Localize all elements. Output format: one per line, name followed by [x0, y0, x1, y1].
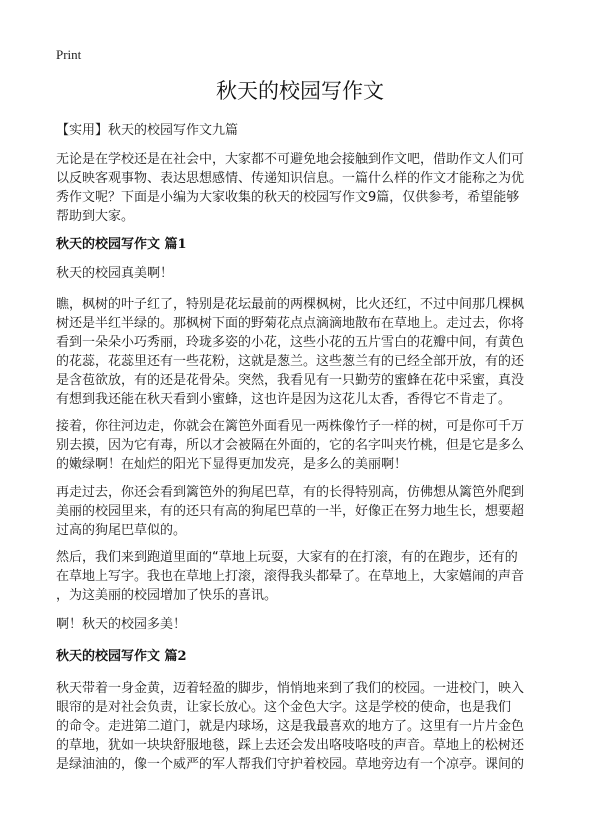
text-line: 眼帘的是对社会负责，让家长放心。这个金色大字。这是学校的使命，也是我们: [56, 700, 512, 715]
text-line: 然后，我们来到跑道里面的“草地上玩耍，大家有的在打滚，有的在跑步，还有的: [56, 550, 518, 565]
paragraph: [56, 264, 548, 283]
text-line: 无论是在学校还是在社会中，大家都不可避免地会接触到作文吧，借助作文人们可: [56, 152, 525, 167]
text-line: 过高的狗尾巴草似的。: [56, 523, 187, 538]
text-line: 的花蕊，花蕊里还有一些花粉，这就是葱兰。这些葱兰有的已经全部开放，有的还: [56, 354, 525, 369]
text-line: 树还是半红半绿的。那枫树下面的野菊花点点滴滴地散布在草地上。走过去，你将: [56, 316, 525, 331]
text-line: 别去摸，因为它有毒，所以才会被隔在外面的，它的名字叫夹竹桃，但是它是多么: [56, 438, 525, 453]
text-line: 在草地上写字。我也在草地上打滚，滚得我头都晕了。在草地上，大家嬉闹的声音: [56, 569, 525, 584]
text-line: 的嫩绿啊！在灿烂的阳光下显得更加发亮，是多么的美丽啊！: [56, 457, 408, 472]
text-line: 秋天带着一身金黄，迈着轻盈的脚步，悄悄地来到了我们的校园。一进校门，映入: [56, 681, 525, 696]
text-line: 帮助到大家。: [56, 209, 135, 224]
text-line: 瞧，枫树的叶子红了，特别是花坛最前的两棵枫树，比火还红，不过中间那几棵枫: [56, 297, 525, 312]
paragraph: [56, 483, 548, 540]
print-link[interactable]: Print: [56, 47, 82, 62]
text-line: ，为这美丽的校园增加了快乐的喜讯。: [56, 588, 278, 603]
text-line: 的命令。走进第二道门，就是内球场，这是我最喜欢的地方了。这里有一片片金色: [56, 719, 525, 734]
text-line: 的草地，犹如一块块舒服地毯，踩上去还会发出咯吱咯吱的声音。草地上的松树还: [56, 738, 525, 753]
intro-paragraph: [56, 150, 548, 226]
paragraph: [56, 295, 548, 409]
text-line: 接着，你往河边走，你就会在篱笆外面看见一两株像竹子一样的树，可是你可千万: [56, 419, 525, 434]
section-heading-1: 秋天的校园写作文 篇1: [56, 237, 187, 252]
section-heading-2: 秋天的校园写作文 篇2: [56, 649, 187, 664]
page-title: 秋天的校园写作文: [216, 79, 384, 103]
text-line: 有想到我还能在秋天看到小蜜蜂，这也许是因为这花儿太香，香得它不肯走了。: [56, 392, 512, 407]
text-line: 是绿油油的，像一个威严的军人帮我们守护着校园。草地旁边有一个凉亭。课间的: [56, 757, 525, 772]
text-line: 啊！秋天的校园多美！: [56, 617, 187, 632]
text-line: 秀作文呢？下面是小编为大家收集的秋天的校园写作文9篇，仅供参考，希望能够: [56, 190, 520, 205]
paragraph: [56, 417, 548, 474]
text-line: 以反映客观事物、表达思想感情、传递知识信息。一篇什么样的作文才能称之为优: [56, 171, 525, 186]
subtitle: 【实用】秋天的校园写作文九篇: [56, 123, 239, 138]
paragraph: [56, 548, 548, 605]
text-line: 秋天的校园真美啊！: [56, 266, 174, 281]
text-line: 美丽的校园里来，有的还只有高的狗尾巴草的一半，好像正在努力地生长，想要超: [56, 504, 525, 519]
paragraph: [56, 679, 548, 774]
text-line: 再走过去，你还会看到篱笆外的狗尾巴草，有的长得特别高，仿佛想从篱笆外爬到: [56, 485, 525, 500]
text-line: 是含苞欲放，有的还是花骨朵。突然，我看见有一只勤劳的蜜蜂在花中采蜜，真没: [56, 373, 525, 388]
text-line: 看到一朵朵小巧秀丽，玲珑多姿的小花，这些小花的五片雪白的花瓣中间，有黄色: [56, 335, 525, 350]
paragraph: [56, 615, 548, 634]
